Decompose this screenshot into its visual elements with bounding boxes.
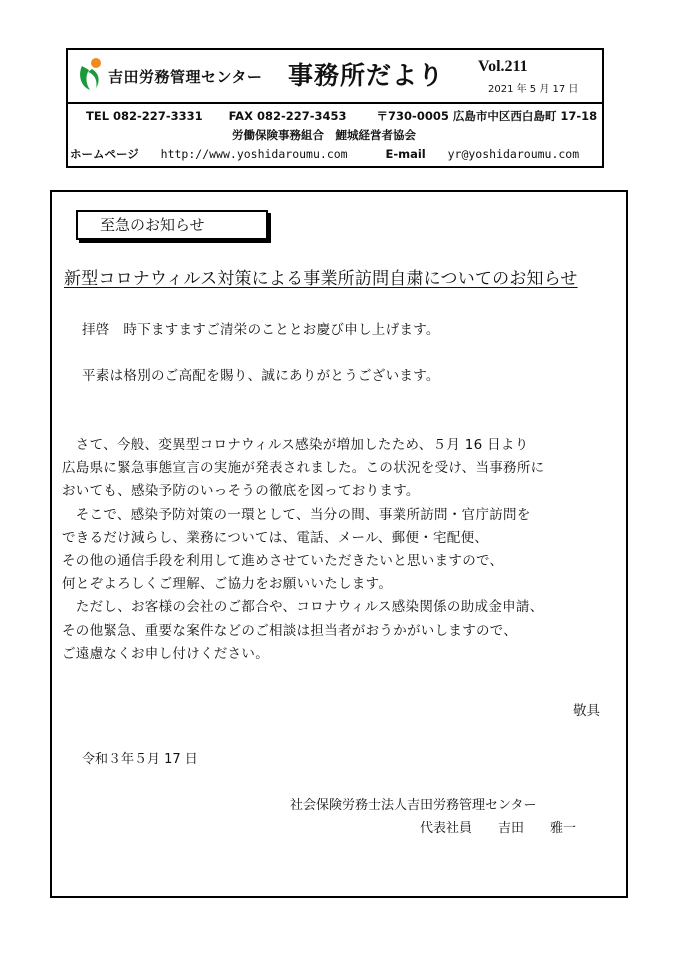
- notice-box: [50, 190, 628, 898]
- body-line: 広島県に緊急事態宣言の実施が発表されました。この状況を受け、当事務所に: [62, 460, 545, 477]
- letter-date: 令和３年５月 17 日: [82, 752, 198, 767]
- sender-representative: 代表社員 吉田 雅一: [420, 821, 577, 836]
- body-line: 何とぞよろしくご理解、ご協力をお願いいたします。: [62, 576, 393, 593]
- thanks-line: [62, 364, 440, 384]
- body-line: できるだけ減らし、業務については、電話、メール、郵便・宅配便、: [62, 529, 489, 546]
- fax-number: FAX 082-227-3453: [228, 109, 347, 123]
- issue-date: 2021 年 5 月 17 日: [488, 84, 579, 95]
- tel-number: TEL 082-227-3331: [86, 109, 203, 123]
- org-name: 吉田労務管理センター: [108, 68, 263, 86]
- notice-subject: 新型コロナウィルス対策による事業所訪問自粛についてのお知らせ: [64, 269, 578, 289]
- body-line: その他の通信手段を利用して進めさせていただきたいと思いますので、: [62, 553, 504, 570]
- contact-row-web: [70, 146, 579, 162]
- thanks-text: 平素は格別のご高配を賜り、誠にありがとうございます。: [82, 368, 440, 384]
- homepage-label: ホームページ: [70, 147, 139, 161]
- body-line: ご遠慮なくお申し付けください。: [62, 645, 269, 662]
- body-line: その他緊急、重要な案件などのご相談は担当者がおうかがいしますので、: [62, 622, 518, 639]
- header-title-bar: [68, 50, 602, 104]
- body-line: おいても、感染予防のいっそうの徹底を図っております。: [62, 483, 420, 500]
- closing-word: 敬具: [573, 703, 600, 719]
- company-logo-icon: [76, 56, 104, 94]
- notice-body: [62, 434, 544, 666]
- sender-organization: 社会保険労務士法人吉田労務管理センター: [290, 798, 537, 813]
- body-line: ただし、お客様の会社のご都合や、コロナウィルス感染関係の助成金申請、: [62, 599, 544, 616]
- body-line: そこで、感染予防対策の一環として、当分の間、事業所訪問・官庁訪問を: [62, 506, 531, 523]
- newsletter-header: [66, 48, 604, 168]
- urgent-notice-label: 至急のお知らせ: [76, 210, 268, 240]
- homepage-link[interactable]: http://www.yoshidaroumu.com: [160, 147, 348, 161]
- associations: 労働保険事務組合 鯉城経営者協会: [232, 128, 416, 142]
- volume-number: Vol.211: [478, 58, 528, 75]
- email-link[interactable]: yr@yoshidaroumu.com: [447, 147, 580, 161]
- email-label: E-mail: [385, 147, 426, 161]
- contact-row-phone: [86, 108, 597, 124]
- greeting-text: 拝啓 時下ますますご清栄のこととお慶び申し上げます。: [82, 322, 440, 338]
- greeting-line: [62, 318, 440, 338]
- office-address: 〒730-0005 広島市中区西白島町 17-18: [376, 109, 598, 123]
- body-line: さて、今般、変異型コロナウィルス感染が増加したため、５月 16 日より: [62, 437, 529, 453]
- newsletter-title: 事務所だより: [288, 61, 445, 90]
